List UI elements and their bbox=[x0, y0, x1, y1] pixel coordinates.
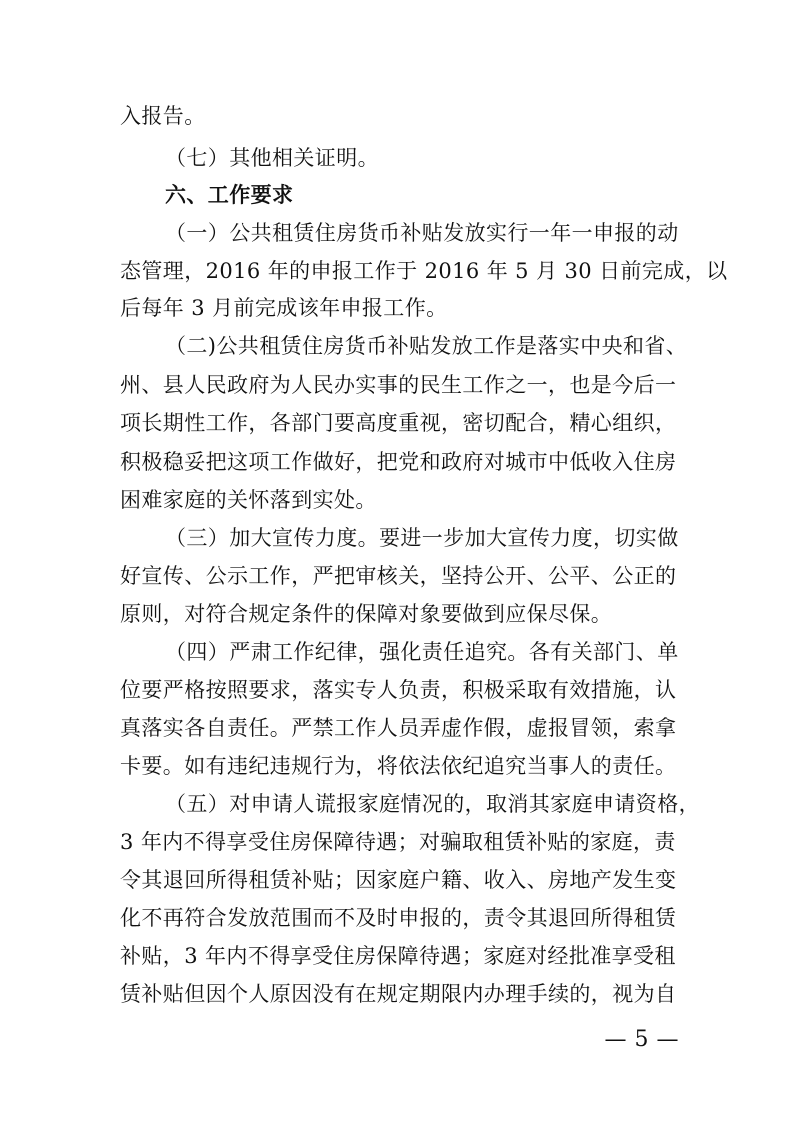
text-line-21: 令其退回所得租赁补贴；因家庭户籍、收入、房地产发生变 bbox=[120, 868, 677, 892]
page-number: — 5 — bbox=[604, 1027, 679, 1052]
text-line-10: 积极稳妥把这项工作做好，把党和政府对城市中低收入住房 bbox=[120, 450, 677, 474]
text-line-6: 后每年 3 月前完成该年申报工作。 bbox=[120, 296, 448, 320]
text-line-18: 卡要。如有违纪违规行为，将依法依纪追究当事人的责任。 bbox=[120, 754, 677, 778]
text-line-14: 原则，对符合规定条件的保障对象要做到应保尽保。 bbox=[120, 602, 613, 626]
text-line-4: （一）公共租赁住房货币补贴发放实行一年一申报的动 bbox=[165, 221, 679, 245]
section-heading: 六、工作要求 bbox=[165, 183, 294, 207]
text-line-1: 入报告。 bbox=[120, 104, 206, 128]
text-line-24: 赁补贴但因个人原因没有在规定期限内办理手续的，视为自 bbox=[120, 982, 677, 1006]
text-line-19: （五）对申请人谎报家庭情况的，取消其家庭申请资格， bbox=[165, 792, 700, 816]
text-line-15: （四）严肃工作纪律，强化责任追究。各有关部门、单 bbox=[165, 640, 679, 664]
text-line-20: 3 年内不得享受住房保障待遇；对骗取租赁补贴的家庭，责 bbox=[120, 830, 676, 854]
text-line-13: 好宣传、公示工作，严把审核关，坚持公开、公平、公正的 bbox=[120, 564, 677, 588]
text-line-23: 补贴，3 年内不得享受住房保障待遇；家庭对经批准享受租 bbox=[120, 944, 676, 968]
text-line-11: 困难家庭的关怀落到实处。 bbox=[120, 488, 377, 512]
text-line-8: 州、县人民政府为人民办实事的民生工作之一，也是今后一 bbox=[120, 373, 677, 397]
text-line-22: 化不再符合发放范围而不及时申报的，责令其退回所得租赁 bbox=[120, 906, 677, 930]
text-line-2: （七）其他相关证明。 bbox=[165, 146, 379, 170]
text-line-12: （三）加大宣传力度。要进一步加大宣传力度，切实做 bbox=[165, 526, 679, 550]
text-line-17: 真落实各自责任。严禁工作人员弄虚作假，虚报冒领，索拿 bbox=[120, 716, 677, 740]
text-line-7: （二)公共租赁住房货币补贴发放工作是落实中央和省、 bbox=[165, 334, 688, 358]
text-line-16: 位要严格按照要求，落实专人负责，积极采取有效措施，认 bbox=[120, 678, 677, 702]
text-line-9: 项长期性工作，各部门要高度重视，密切配合，精心组织， bbox=[120, 411, 677, 435]
text-line-5: 态管理，2016 年的申报工作于 2016 年 5 月 30 日前完成，以 bbox=[120, 259, 728, 283]
